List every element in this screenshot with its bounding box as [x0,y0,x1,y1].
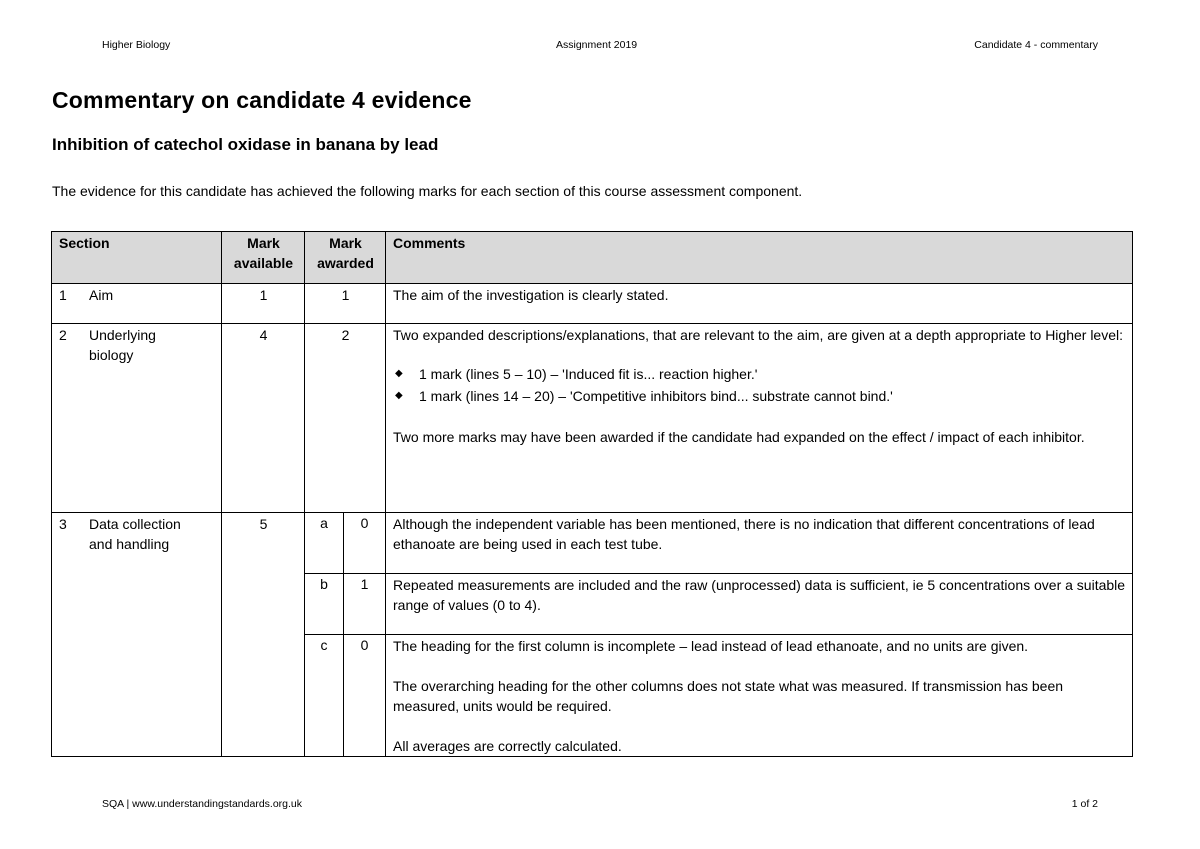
header-assignment: Assignment 2019 [556,39,638,51]
mark-awarded-cell: 2 [305,324,386,513]
comment-paragraph: The heading for the first column is incomplete – lead instead of lead ethanoate, and no units are given. [393,638,1029,654]
header-subject: Higher Biology [102,39,171,51]
comment-cell: Repeated measurements are included and the raw (unprocessed) data is sufficient, ie 5 concentrations over a suitable range of values (0 to 4). [386,574,1133,635]
comment-cell: The aim of the investigation is clearly stated. [386,284,1133,324]
page-subtitle: Inhibition of catechol oxidase in banana by lead [52,135,439,154]
comment-cell: Although the independent variable has been mentioned, there is no indication that different concentrations of lead ethanoate are being used in each test tube. [386,513,1133,574]
mark-available-cell: 5 [222,513,305,757]
table-row [52,513,1133,574]
comment-intro: Two expanded descriptions/explanations, that are relevant to the aim, are given at a depth appropriate to Higher level: [393,327,1124,343]
page-number: 1 of 2 [1071,798,1098,810]
page-title: Commentary on candidate 4 evidence [52,87,472,113]
comment-cell [386,324,1133,513]
section-name: Data collection and handling [89,516,181,552]
header-candidate: Candidate 4 - commentary [974,39,1098,51]
comment-bullet-list [393,363,1126,407]
comment-paragraph: The overarching heading for the other columns does not state what was measured. If transmission has been measured, units would be required. [393,678,1064,714]
section-cell [52,324,222,513]
header-mark-awarded: Mark awarded [305,232,386,284]
part-label-cell: a [305,513,344,574]
part-label-cell: c [305,635,344,757]
table-header-row [52,232,1133,284]
header-section: Section [52,232,222,284]
list-item: ◆ 1 mark (lines 5 – 10) – 'Induced fit is... reaction higher.' [393,363,1126,385]
mark-available-cell: 4 [222,324,305,513]
footer-source: SQA | www.understandingstandards.org.uk [102,798,303,810]
section-cell [52,513,222,757]
section-number: 2 [59,327,67,343]
marks-table [51,231,1133,757]
mark-awarded-cell: 0 [344,635,386,757]
section-number: 3 [59,516,67,532]
comment-paragraph: All averages are correctly calculated. [393,738,622,754]
header-mark-available: Mark available [222,232,305,284]
intro-text: The evidence for this candidate has achieved the following marks for each section of this course assessment component. [52,183,803,199]
diamond-bullet-icon: ◆ [395,368,403,379]
section-name: Underlying biology [89,327,156,363]
header-comments: Comments [386,232,1133,284]
comment-outro: Two more marks may have been awarded if the candidate had expanded on the effect / impact of each inhibitor. [393,429,1085,445]
section-number: 1 [59,287,67,303]
mark-awarded-cell: 1 [305,284,386,324]
comment-cell [386,635,1133,757]
mark-awarded-cell: 0 [344,513,386,574]
table-row [52,324,1133,513]
mark-awarded-cell: 1 [344,574,386,635]
section-cell [52,284,222,324]
list-item: ◆ 1 mark (lines 14 – 20) – 'Competitive inhibitors bind... substrate cannot bind.' [393,385,1126,407]
mark-available-cell: 1 [222,284,305,324]
section-name: Aim [89,287,114,303]
table-row [52,284,1133,324]
diamond-bullet-icon: ◆ [395,390,403,401]
part-label-cell: b [305,574,344,635]
